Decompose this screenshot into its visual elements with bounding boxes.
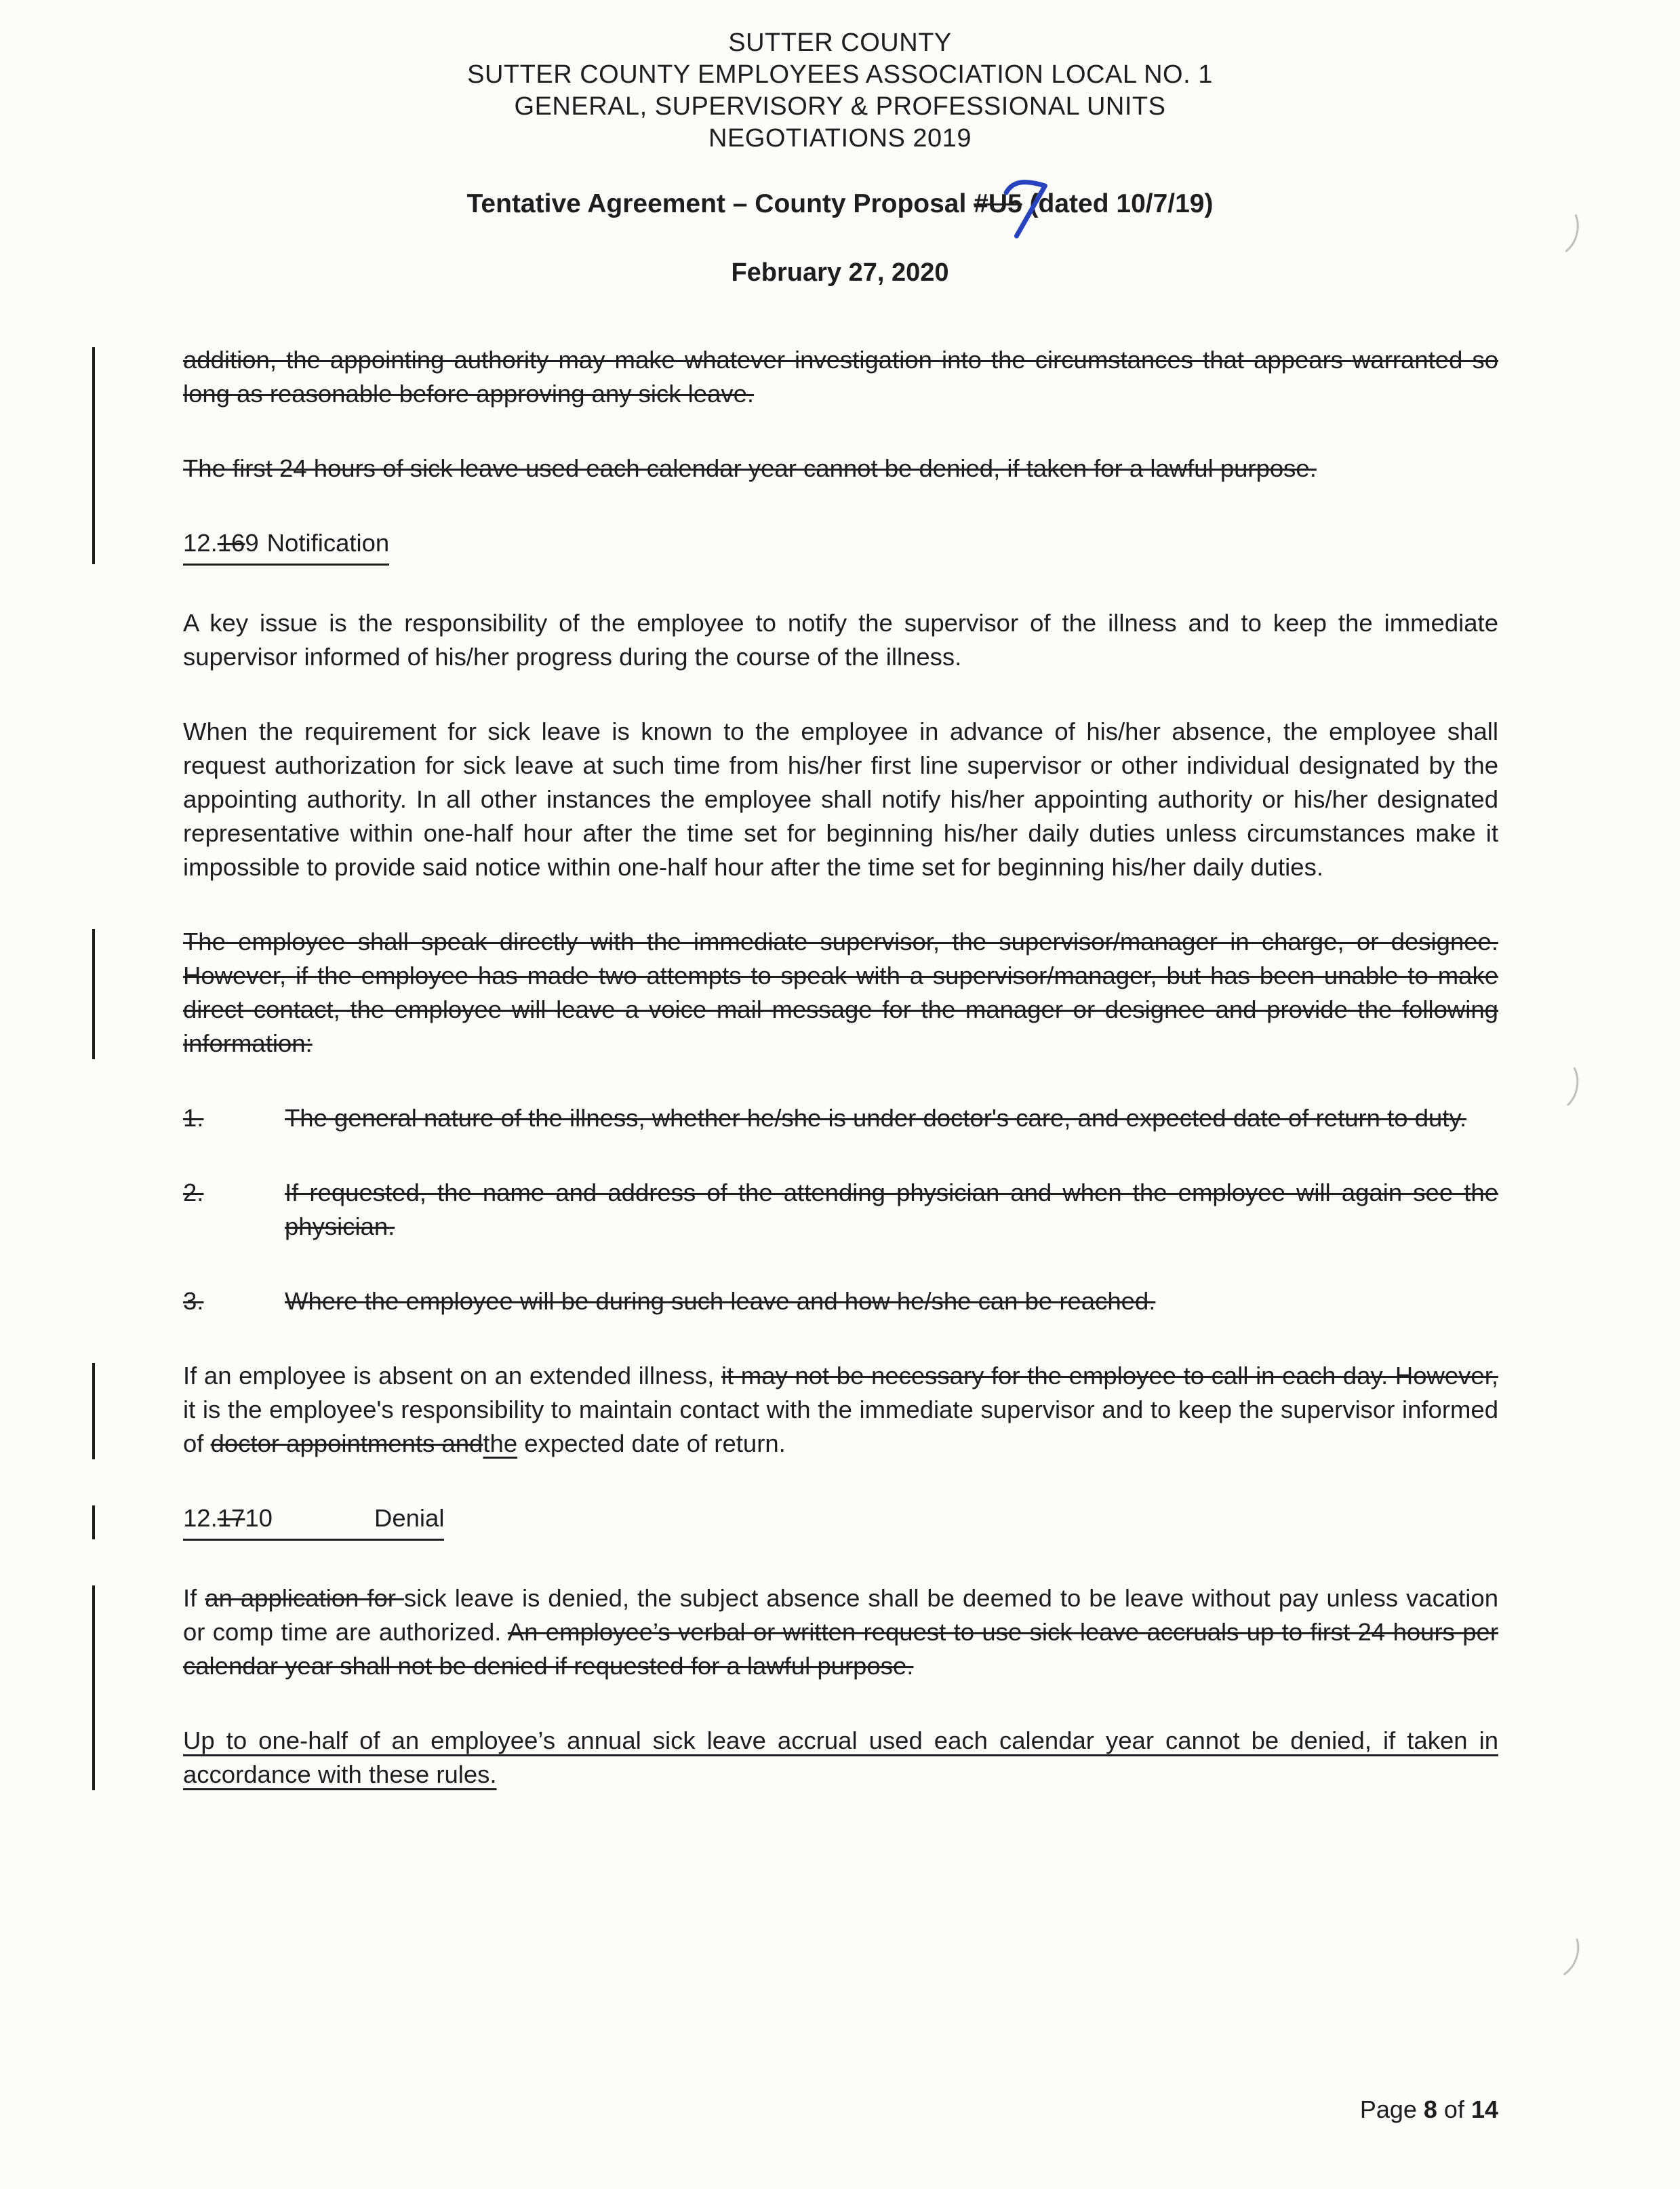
change-bar-block bbox=[183, 1501, 1498, 1541]
item-text: The general nature of the illness, whether he/she is under doctor's care, and expected date of return to duty. bbox=[285, 1104, 1467, 1132]
change-bar-block bbox=[183, 925, 1498, 1061]
numbered-item-struck bbox=[183, 1176, 1498, 1244]
footer-total-pages: 14 bbox=[1471, 2095, 1498, 2123]
item-text: Where the employee will be during such leave and how he/she can be reached. bbox=[285, 1287, 1156, 1315]
struck-text-run: doctor appointments and bbox=[210, 1429, 483, 1457]
inserted-text-run: the bbox=[483, 1429, 518, 1457]
section-heading-label: Notification bbox=[266, 529, 390, 557]
section-heading-notification bbox=[183, 526, 1498, 566]
change-bar-block bbox=[183, 1359, 1498, 1461]
document-body bbox=[183, 343, 1498, 1792]
struck-text-run: an application for bbox=[205, 1584, 404, 1612]
struck-paragraph-first-24-hours: The first 24 hours of sick leave used each calendar year cannot be denied, if taken for a lawful purpose. bbox=[183, 454, 1317, 482]
footer-page-number: 8 bbox=[1423, 2095, 1437, 2123]
header-line-negotiations: NEGOTIATIONS 2019 bbox=[708, 124, 972, 153]
scan-artifact-ring bbox=[1535, 1055, 1583, 1114]
change-bar-block bbox=[183, 1581, 1498, 1792]
item-number: 2. bbox=[183, 1179, 204, 1206]
page-footer bbox=[1360, 2095, 1498, 2124]
section-number-suffix: 10 bbox=[245, 1504, 273, 1532]
item-number: 3. bbox=[183, 1287, 204, 1315]
text-run: If bbox=[183, 1584, 205, 1612]
footer-separator: of bbox=[1437, 2095, 1471, 2123]
document-title bbox=[0, 187, 1680, 221]
footer-prefix: Page bbox=[1359, 2095, 1424, 2123]
struck-section-digits: 16 bbox=[217, 529, 245, 557]
header-line-units: GENERAL, SUPERVISORY & PROFESSIONAL UNITS bbox=[514, 92, 1166, 121]
struck-paragraph-investigation: addition, the appointing authority may make whatever investigation into the circumstances that appears warranted so long as reasonable before approving any sick leave. bbox=[183, 346, 1498, 408]
section-heading-label: Denial bbox=[374, 1504, 445, 1532]
section-number-prefix: 12. bbox=[183, 529, 218, 557]
struck-text-run: it may not be necessary for the employee to call in each day. However, bbox=[721, 1362, 1499, 1389]
header-line-county: SUTTER COUNTY bbox=[728, 28, 952, 57]
item-number: 1. bbox=[183, 1104, 204, 1132]
section-number-suffix: 9 bbox=[245, 529, 259, 557]
struck-proposal-number: #U5 bbox=[974, 189, 1022, 218]
numbered-item-struck bbox=[183, 1101, 1498, 1135]
paragraph-denied bbox=[183, 1581, 1498, 1683]
struck-paragraph-speak-directly: The employee shall speak directly with the immediate supervisor, the supervisor/manager in charge, or designee. However, if the employee has made two attempts to speak with a supervisor/manager, but has been unable to make direct contact, the employee will leave a voice mail message for the manager or designee and provide the following information: bbox=[183, 928, 1498, 1057]
section-heading-denial bbox=[183, 1501, 1498, 1541]
numbered-item-struck bbox=[183, 1284, 1498, 1318]
text-run: expected date of return. bbox=[517, 1429, 786, 1457]
paragraph-extended-illness bbox=[183, 1359, 1498, 1461]
paragraph-requirement: When the requirement for sick leave is known to the employee in advance of his/her absence, the employee shall request authorization for sick leave at such time from his/her first line supervisor or other individual designated by the appointing authority. In all other instances the employee shall notify his/her appointing authority or his/her designated representative within one-half hour after the time set for beginning his/her daily duties unless circumstances make it impossible to provide said notice within one-half hour after the time set for beginning his/her daily duties. bbox=[183, 717, 1498, 881]
struck-text-run: An employee’s verbal or written request to use sick leave accruals up to first 24 hours per calendar year shall not be denied if requested for a lawful purpose. bbox=[183, 1618, 1498, 1680]
text-run: it is the employee's responsibility to maintain contact with the immediate supervisor and to keep the supervisor informed of bbox=[183, 1396, 1498, 1457]
scan-artifact-ring bbox=[1531, 1920, 1586, 1984]
header-line-association: SUTTER COUNTY EMPLOYEES ASSOCIATION LOCAL NO. 1 bbox=[467, 60, 1213, 89]
change-bar-block bbox=[183, 343, 1498, 566]
paragraph-key-issue: A key issue is the responsibility of the employee to notify the supervisor of the illness and to keep the immediate supervisor informed of his/her progress during the course of the illness. bbox=[183, 609, 1498, 671]
title-suffix: (dated 10/7/19) bbox=[1022, 189, 1214, 218]
item-text: If requested, the name and address of the attending physician and when the employee will again see the physician. bbox=[285, 1179, 1498, 1240]
title-prefix: Tentative Agreement – County Proposal bbox=[466, 189, 974, 218]
text-run: sick leave is denied, the subject absence shall be deemed to be leave without pay unless vacation or comp time are authorized. bbox=[183, 1584, 1498, 1646]
text-run: If an employee is absent on an extended illness, bbox=[183, 1362, 721, 1389]
document-date: February 27, 2020 bbox=[731, 258, 949, 287]
struck-section-digits: 17 bbox=[217, 1504, 245, 1532]
document-header bbox=[0, 0, 1680, 289]
paragraph-new-rule-underlined: Up to one-half of an employee’s annual sick leave accrual used each calendar year cannot be denied, if taken in accordance with these rules. bbox=[183, 1727, 1498, 1788]
section-number-prefix: 12. bbox=[183, 1504, 218, 1532]
